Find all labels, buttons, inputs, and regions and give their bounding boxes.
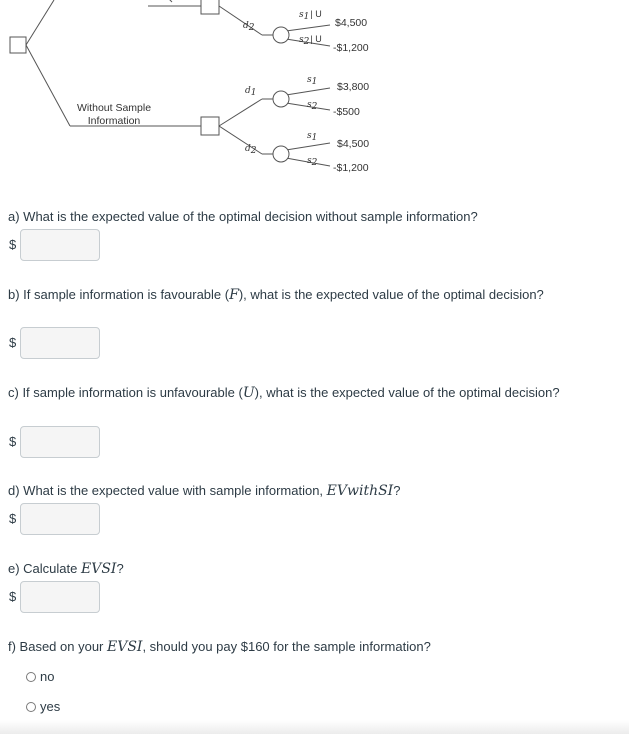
question-a-input[interactable] (20, 229, 100, 261)
option-yes-label: yes (40, 699, 61, 714)
upper-s1u-payoff: $4,500 (335, 17, 368, 29)
question-a-text: a) What is the expected value of the optimal decision without sample information? (8, 209, 478, 224)
question-c-input[interactable] (20, 426, 100, 458)
without-sample-label-2: Information (87, 115, 141, 127)
symbol-f: F (229, 287, 239, 303)
upper-s2u-payoff: -$1,200 (333, 42, 369, 54)
question-c-dollar: $ (9, 434, 17, 449)
branch-with-sample (26, 0, 54, 45)
question-b-text: b) If sample information is favourable (F), what is the expected value of the optimal decision? (8, 287, 544, 303)
lower-d1-label: d1 (245, 86, 257, 98)
radio-yes[interactable] (26, 702, 36, 712)
question-e-text: e) Calculate EVSI? (8, 561, 124, 577)
question-c-text: c) If sample information is unfavourable (U), what is the expected value of the optimal decision? (8, 385, 560, 401)
option-no[interactable] (26, 669, 54, 684)
question-b-input[interactable] (20, 327, 100, 359)
bottom-shade (0, 720, 629, 734)
upper-s2u-label: s2| U (299, 34, 322, 47)
chance-node-d1 (273, 91, 289, 107)
symbol-evwithsi: EVwithSI (326, 483, 394, 499)
option-no-label: no (40, 669, 55, 684)
decision-tree (0, 0, 629, 190)
question-b-dollar: $ (9, 335, 17, 350)
d1-s2-payoff: -$500 (333, 106, 360, 118)
root-decision-node (10, 37, 26, 53)
d1-s2-label: s2 (307, 100, 318, 112)
decision-node-upper (201, 0, 219, 14)
chance-node-d2 (273, 146, 289, 162)
question-d-input[interactable] (20, 503, 100, 535)
d2-s2-label: s2 (307, 156, 318, 168)
symbol-evsi-f: EVSI (107, 639, 143, 655)
question-f-text: f) Based on your EVSI, should you pay $160 for the sample information? (8, 639, 431, 655)
question-d-dollar: $ (9, 511, 17, 526)
upper-d2-label: d2 (243, 21, 255, 33)
option-yes[interactable] (26, 699, 60, 714)
question-a-dollar: $ (9, 237, 17, 252)
d2-s2-payoff: -$1,200 (333, 162, 369, 174)
without-sample-label-1: Without Sample (76, 102, 152, 114)
symbol-u: U (242, 385, 255, 401)
d2-s1-label: s1 (307, 131, 318, 143)
d1-s1-label: s1 (307, 75, 318, 87)
radio-no[interactable] (26, 672, 36, 682)
decision-node-without-sample (201, 117, 219, 135)
question-e-dollar: $ (9, 589, 17, 604)
d2-s1-payoff: $4,500 (337, 138, 370, 150)
upper-s1u-label: s1| U (299, 9, 322, 22)
symbol-evsi: EVSI (80, 561, 117, 577)
branch-without-sample (26, 45, 70, 126)
question-e-input[interactable] (20, 581, 100, 613)
question-d-text: d) What is the expected value with sample information, EVwithSI? (8, 483, 401, 499)
lower-d2-label: d2 (245, 144, 257, 156)
d1-s1-payoff: $3,800 (337, 81, 370, 93)
chance-node-upper-d2 (273, 27, 289, 43)
